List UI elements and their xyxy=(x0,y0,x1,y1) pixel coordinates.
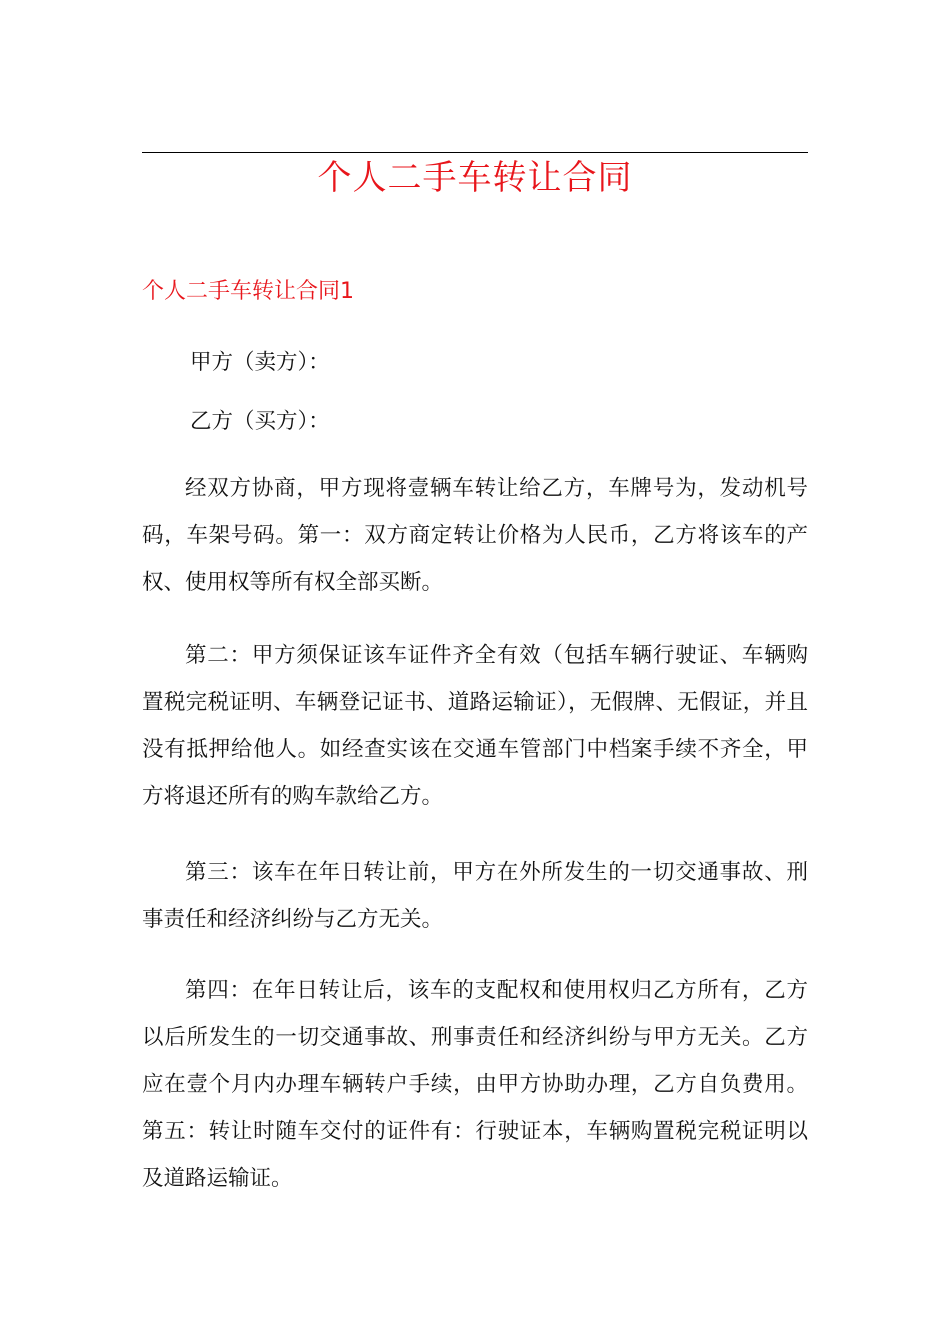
paragraph-3: 第三：该车在年日转让前，甲方在外所发生的一切交通事故、刑事责任和经济纠纷与乙方无关。 xyxy=(142,860,808,932)
document-title: 个人二手车转让合同 xyxy=(317,158,633,198)
party-b-line: 乙方（买方）： xyxy=(190,409,330,434)
paragraph-2: 第二：甲方须保证该车证件齐全有效（包括车辆行驶证、车辆购置税完税证明、车辆登记证书、道路运输证），无假牌、无假证，并且没有抵押给他人。如经查实该在交通车管部门中档案手续不齐全，甲方将退还所有的购车款给乙方。 xyxy=(142,643,808,809)
paragraph-1: 经双方协商，甲方现将壹辆车转让给乙方，车牌号为，发动机号码，车架号码。第一：双方商定转让价格为人民币，乙方将该车的产权、使用权等所有权全部买断。 xyxy=(142,476,808,595)
section-heading: 个人二手车转让合同1 xyxy=(142,279,354,304)
paragraph-4: 第四：在年日转让后，该车的支配权和使用权归乙方所有，乙方以后所发生的一切交通事故、刑事责任和经济纠纷与甲方无关。乙方应在壹个月内办理车辆转户手续，由甲方协助办理，乙方自负费用。第五：转让时随车交付的证件有：行驶证本，车辆购置税完税证明以及道路运输证。 xyxy=(142,978,808,1191)
party-a-line: 甲方（卖方）： xyxy=(190,350,330,375)
